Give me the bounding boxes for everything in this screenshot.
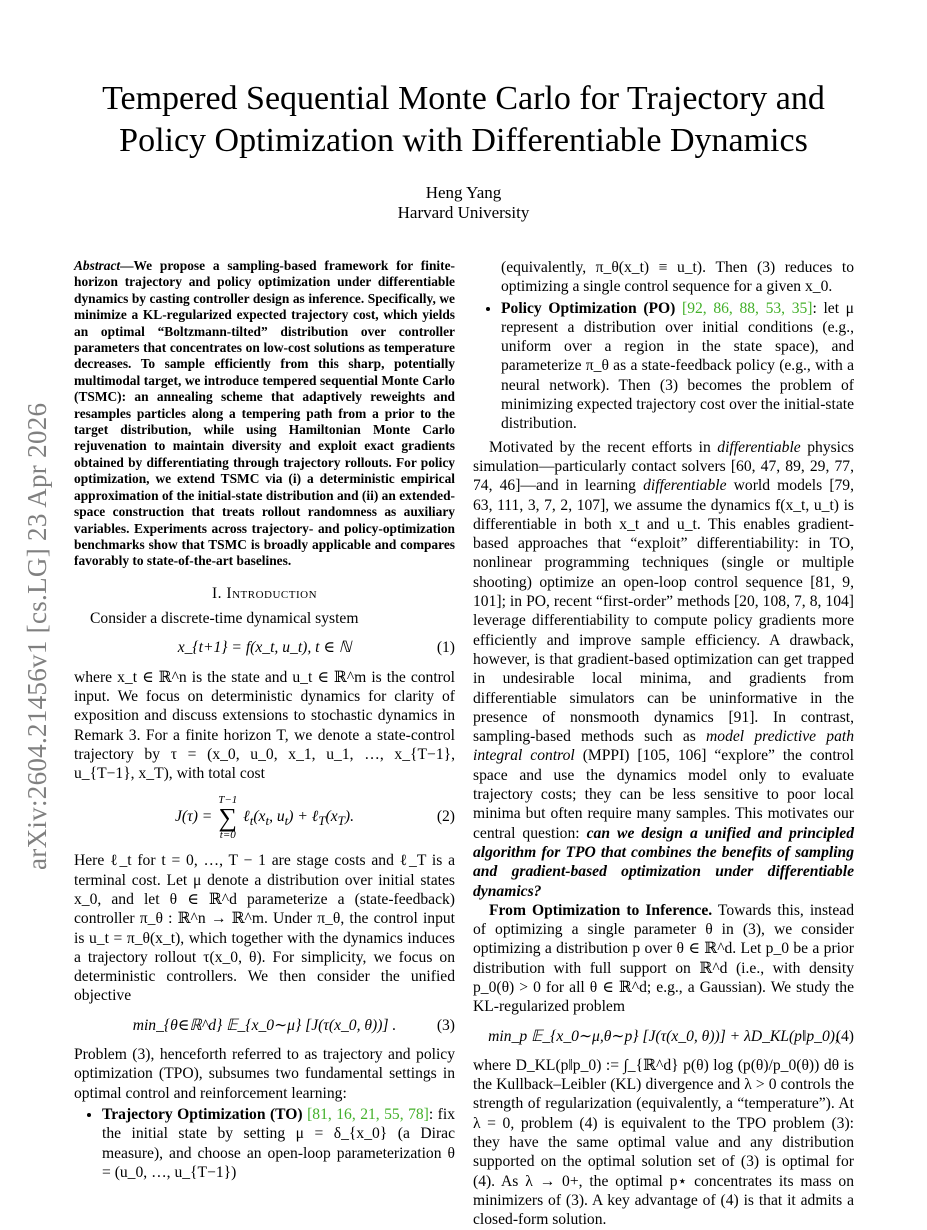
- arxiv-identifier: arXiv:2604.21456v1 [cs.LG] 23 Apr 2026: [22, 402, 52, 870]
- intro-paragraph-1: Consider a discrete-time dynamical system: [90, 610, 359, 628]
- inference-text: Towards this, instead of optimizing a single parameter θ in (3), we consider optimizing a distribution p over θ ∈ ℝ^d. Let p_0 be a prior distribution with full support on ℝ^d (i.e., with density p_0(θ) > 0 for all θ ∈ ℝ^d; e.g., a Gaussian). We study the KL-regularized problem: [473, 901, 854, 1016]
- motivation-emphasis-1: differentiable: [717, 438, 801, 456]
- motivation-text-2: physics simulation—particularly contact solvers [60, 47, 89, 29, 77, 74, 46]—and in learning: [473, 438, 855, 495]
- right-column: [473, 258, 854, 1230]
- to-continuation: (equivalently, π_θ(x_t) ≡ u_t). Then (3) reduces to optimizing a single control sequence for a given x_0.: [501, 259, 854, 296]
- intro-paragraph-3: Here ℓ_t for t = 0, …, T − 1 are stage costs and ℓ_T is a terminal cost. Let μ denote a distribution over initial states x_0, and let θ ∈ ℝ^d parameterize a (state-feedback) controller π_θ : ℝ^n → ℝ^m. Under π_θ, the control input is u_t = π_θ(x_t), which together with the dynamics induces a trajectory rollout τ(x_0, θ). For simplicity, we focus on deterministic controllers. We then consider the unified objective: [74, 852, 455, 1005]
- equation-4: [473, 1027, 854, 1046]
- author-name: Heng Yang: [425, 183, 502, 202]
- equation-2-number: (2): [436, 808, 455, 826]
- equation-3: [74, 1016, 455, 1035]
- to-text: : fix the initial state by setting μ = δ_{x_0} (a Dirac measure), and choose an open-loop parameterization θ = (u_0, …, u_{T−1}): [102, 1105, 456, 1181]
- equation-1-number: (1): [436, 639, 455, 657]
- sum-symbol: T−1 ∑ t=0: [218, 793, 238, 841]
- list-item-po: [501, 299, 854, 434]
- central-question: can we design a unified and principled algorithm for TPO that combines the benefits of sampling and gradient-based optimization under differentiable dynamics?: [473, 824, 855, 900]
- abstract-text: —We propose a sampling-based framework for finite-horizon trajectory and policy optimization under differentiable dynamics by casting controller design as inference. Specifically, we minimize a KL-regularized expected trajectory cost, which yields an optimal “Boltzmann-tilted” distribution over controller parameters that concentrates on low-cost solutions as temperature decreases. To sample efficiently from this sharp, potentially multimodal target, we introduce tempered sequential Monte Carlo (TSMC): an annealing scheme that adaptively reweights and resamples particles along a tempering path from a prior to the target distribution, while using Hamiltonian Monte Carlo rejuvenation to maintain diversity and exploit exact gradients obtained by differentiating through trajectory rollouts. For policy optimization, we extend TSMC via (i) a deterministic empirical approximation of the initial-state distribution and (ii) an extended-space construction that treats rollout randomness as auxiliary variables. Experiments across trajectory- and policy-optimization benchmarks show that TSMC is broadly applicable and compares favorably to state-of-the-art baselines.: [74, 258, 455, 569]
- intro-paragraph-2: where x_t ∈ ℝ^n is the state and u_t ∈ ℝ^m is the control input. We focus on deterministic dynamics for clarity of exposition and discuss extensions to stochastic dynamics in Remark 3. For a finite horizon T, we denote a state-control trajectory by τ = (x_0, u_0, x_1, u_1, …, x_{T−1}, u_{T−1}, x_T), with total cost: [74, 668, 455, 783]
- po-citations[interactable]: [92, 86, 88, 53, 35]: [682, 299, 813, 317]
- motivation-text-3: world models [79, 63, 111, 3, 7, 2, 107], we assume the dynamics f(x_t, u_t) is differentiable in both x_t and u_t. This enables gradient-based approaches that “exploit” differentiability: in TO, nonlinear programming techniques (single or multiple shooting) optimize an open-loop control sequence [81, 9, 101]; in PO, recent “first-order” methods [20, 108, 7, 8, 104] leverage differentiability to compute policy gradients more efficiently and improve sample efficiency. A drawback, however, is that gradient-based optimization can get trapped in undesirable local minima, and gradients from differentiable simulators can be uninformative in the presence of nonsmooth dynamics [91]. In contrast, sampling-based methods such as: [473, 477, 855, 746]
- po-heading: Policy Optimization (PO): [501, 299, 676, 317]
- po-text: : let μ represent a distribution over initial conditions (e.g., uniform over a region in the state space), and parameterize π_θ as a state-feedback policy (e.g., with a neural network). Then (3) becomes the problem of minimizing expected trajectory cost over the initial-state distribution.: [501, 299, 855, 433]
- equation-1: [74, 638, 455, 657]
- to-heading: Trajectory Optimization (TO): [102, 1105, 303, 1123]
- equation-4-body: min_p 𝔼_{x_0∼μ,θ∼p} [J(τ(x_0, θ))] + λD_KL(p‖p_0),: [488, 1027, 839, 1045]
- kl-paragraph: where D_KL(p‖p_0) := ∫_{ℝ^d} p(θ) log (p(θ)/p_0(θ)) dθ is the Kullback–Leibler (KL) divergence and λ > 0 controls the strength of regularization (equivalently, a “temperature”). At λ = 0, problem (4) is equivalent to the TPO problem (3): they have the same optimal value and any distribution supported on the optimal solution set of (3) is optimal for (4). As λ → 0+, the optimal p⋆ concentrates its mass on minimizers of (3). A key advantage of (4) is that it admits a closed-form solution.: [473, 1056, 854, 1229]
- to-citations[interactable]: [81, 16, 21, 55, 78]: [307, 1105, 429, 1123]
- inference-heading: From Optimization to Inference.: [489, 901, 713, 919]
- equation-3-body: min_{θ∈ℝ^d} 𝔼_{x_0∼μ} [J(τ(x_0, θ))] .: [132, 1016, 397, 1034]
- equation-1-body: x_{t+1} = f(x_t, u_t), t ∈ ℕ: [177, 639, 352, 657]
- section-heading: [74, 584, 455, 603]
- motivation-emphasis-3: model predictive path integral control: [473, 728, 854, 765]
- abstract-lead: Abstract: [74, 258, 121, 273]
- motivation-text-4: (MPPI) [105, 106] “explore” the control space and use the dynamics model only to evaluate trajectory costs; they can be less sensitive to poor local minima but often require many samples. This motivates our central question:: [473, 747, 854, 842]
- equation-3-number: (3): [436, 1016, 455, 1034]
- section-number: I.: [211, 584, 223, 602]
- paper-title: Tempered Sequential Monte Carlo for Trajectory and Policy Optimization with Differentiable Dynamics: [102, 80, 825, 159]
- equation-4-number: (4): [835, 1027, 854, 1045]
- inference-paragraph: [473, 901, 854, 1017]
- motivation-emphasis-2: differentiable: [643, 477, 727, 495]
- equation-2-body: J(τ) = T−1 ∑ t=0 $\ell_t(x_t$, $u_t$) + $\ell_T(x_T)$.: [175, 793, 354, 841]
- motivation-text-1: Motivated by the recent efforts in: [489, 438, 718, 456]
- settings-list-continued: [473, 299, 854, 434]
- intro-paragraph-4: Problem (3), henceforth referred to as trajectory and policy optimization (TPO), subsumes two fundamental settings in optimal control and reinforcement learning:: [74, 1046, 455, 1102]
- motivation-paragraph: [473, 438, 854, 901]
- left-column: [74, 258, 455, 1186]
- abstract: [74, 258, 455, 570]
- settings-list: [74, 1105, 455, 1182]
- equation-2: [74, 793, 455, 841]
- author-affiliation: Harvard University: [397, 203, 530, 222]
- list-item-to: [102, 1105, 455, 1182]
- section-name: Introduction: [226, 584, 318, 602]
